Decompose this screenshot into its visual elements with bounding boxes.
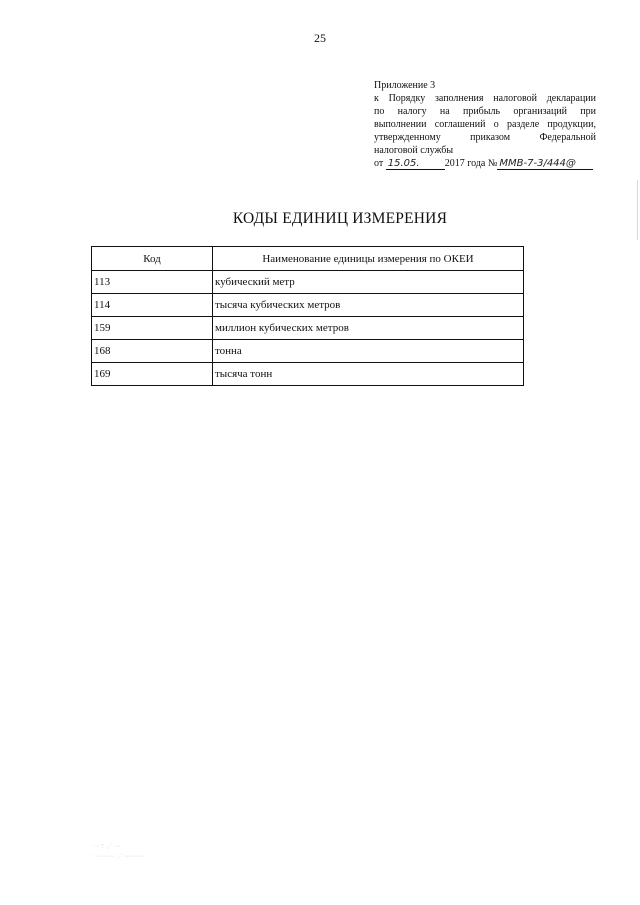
appendix-line-5: налоговой службы bbox=[374, 145, 454, 156]
handwritten-order-number: ММВ-7-3/444@ bbox=[497, 158, 593, 170]
cell-code: 114 bbox=[92, 294, 213, 317]
scan-stamp-mark: ⋅ ⋅ ∵ ⋰ ⋯ ⋅ ⋯⋯⋯ ⋰ ⋯⋯⋯⋅ bbox=[93, 843, 145, 860]
units-table bbox=[91, 246, 524, 386]
table-row bbox=[92, 317, 524, 340]
appendix-line-2: по налогу на прибыль организаций при bbox=[374, 106, 596, 117]
cell-code: 159 bbox=[92, 317, 213, 340]
appendix-date-line bbox=[374, 157, 596, 170]
table-header-row bbox=[92, 247, 524, 271]
date-prefix: от bbox=[374, 158, 384, 169]
table-row bbox=[92, 363, 524, 386]
appendix-header bbox=[374, 79, 596, 170]
cell-code: 168 bbox=[92, 340, 213, 363]
cell-code: 169 bbox=[92, 363, 213, 386]
cell-name: кубический метр bbox=[213, 271, 524, 294]
appendix-line-3: выполнении соглашений о разделе продукции, bbox=[374, 119, 596, 130]
table-row bbox=[92, 294, 524, 317]
appendix-line-1: к Порядку заполнения налоговой декларации bbox=[374, 93, 596, 104]
handwritten-date: 15.05. bbox=[386, 158, 445, 170]
appendix-line-4: утвержденному приказом Федеральной bbox=[374, 132, 596, 143]
year-text: 2017 года № bbox=[444, 158, 498, 169]
header-name: Наименование единицы измерения по ОКЕИ bbox=[213, 247, 524, 271]
table-row bbox=[92, 271, 524, 294]
scan-edge-line bbox=[637, 180, 638, 240]
cell-code: 113 bbox=[92, 271, 213, 294]
cell-name: тысяча кубических метров bbox=[213, 294, 524, 317]
cell-name: миллион кубических метров bbox=[213, 317, 524, 340]
cell-name: тысяча тонн bbox=[213, 363, 524, 386]
appendix-title: Приложение 3 bbox=[374, 80, 436, 91]
table-row bbox=[92, 340, 524, 363]
header-code: Код bbox=[92, 247, 213, 271]
page-number: 25 bbox=[314, 31, 326, 45]
cell-name: тонна bbox=[213, 340, 524, 363]
document-title: КОДЫ ЕДИНИЦ ИЗМЕРЕНИЯ bbox=[232, 210, 448, 227]
